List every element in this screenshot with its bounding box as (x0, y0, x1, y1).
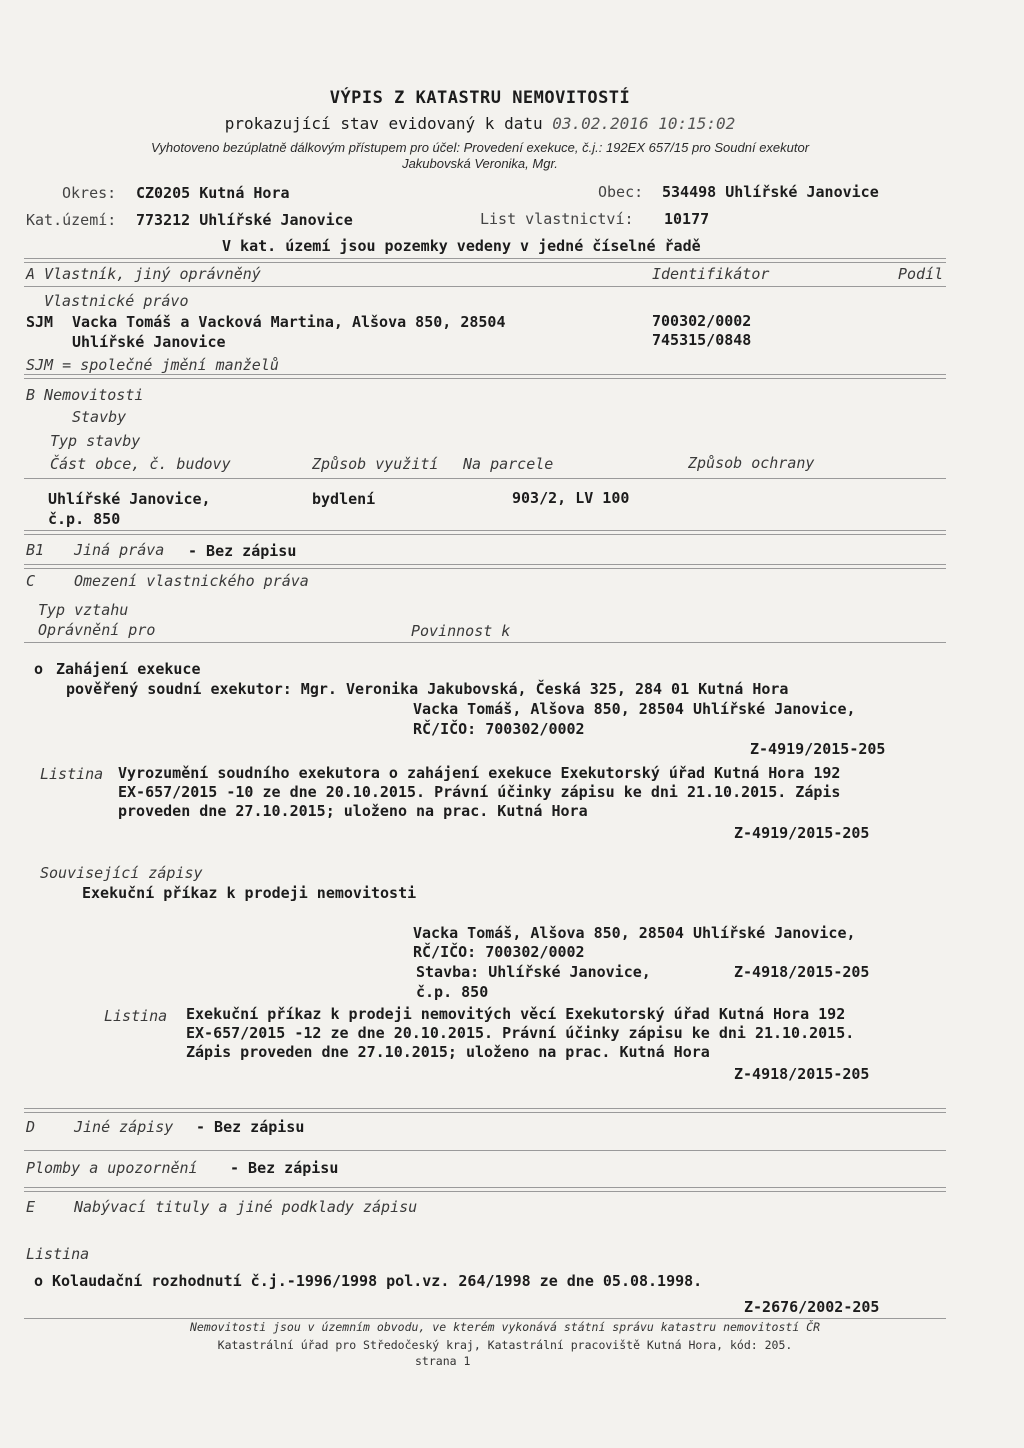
col-use-header: Způsob využití (312, 455, 439, 473)
divider (24, 1150, 946, 1151)
sale-order-line2: RČ/IČO: 700302/0002 (413, 943, 585, 961)
purpose-note-line2: Jakubovská Veronika, Mgr. (402, 156, 558, 171)
typ-stavby-label: Typ stavby (50, 432, 141, 450)
divider (24, 1318, 946, 1319)
okres-label: Okres: (62, 184, 117, 202)
section-d-label: Jiné zápisy (74, 1118, 174, 1136)
listina1-line2: EX-657/2015 -10 ze dne 20.10.2015. Právní účinky zápisu ke dni 21.10.2015. Zápis (118, 783, 841, 801)
title-document: Kolaudační rozhodnutí č.j.-1996/1998 pol.vz. 264/1998 ze dne 05.08.1998. (52, 1272, 703, 1290)
owner-id-2: 745315/0848 (652, 331, 752, 349)
section-a-share-header: Podíl (898, 265, 944, 283)
sale-order-line1: Vacka Tomáš, Alšova 850, 28504 Uhlířské Janovice, (413, 924, 856, 942)
sjm-note: SJM = společné jmění manželů (26, 356, 279, 374)
katuzemi-label: Kat.území: (26, 211, 117, 229)
col-part-header: Část obce, č. budovy (50, 455, 231, 473)
reference-number: Z-2676/2002-205 (744, 1298, 880, 1316)
listina2-line3: Zápis proveden dne 27.10.2015; uloženo na prac. Kutná Hora (186, 1043, 710, 1061)
footer-line1: Nemovitosti jsou v územním obvodu, ve kterém vykonává státní správu katastru nemovitostí ČR (189, 1320, 821, 1334)
building-use: bydlení (312, 490, 376, 508)
building-part: Uhlířské Janovice, (48, 490, 211, 508)
owner-line1: Vacka Tomáš a Vacková Martina, Alšova 850, 28504 (72, 313, 506, 331)
page-number: strana 1 (415, 1354, 471, 1368)
subtitle-date: 03.02.2016 10:15:02 (552, 114, 736, 133)
sjm-tag: SJM (26, 313, 54, 331)
divider (24, 642, 946, 643)
section-b1-code: B1 (26, 541, 45, 559)
building-parcel: 903/2, LV 100 (512, 489, 630, 507)
section-b-header: B Nemovitosti (26, 386, 144, 404)
section-d-value: - Bez zápisu (196, 1118, 305, 1136)
subtitle (0, 114, 960, 133)
listina2-line1: Exekuční příkaz k prodeji nemovitých věcí Exekutorský úřad Kutná Hora 192 (186, 1005, 846, 1023)
opravneni-label: Oprávnění pro (38, 621, 156, 639)
execution-title: Zahájení exekuce (56, 660, 201, 678)
col-protection-header: Způsob ochrany (688, 454, 815, 472)
katuzemi-value: 773212 Uhlířské Janovice (136, 211, 353, 229)
sale-order-line3: Stavba: Uhlířské Janovice, (416, 963, 651, 981)
building-number: č.p. 850 (48, 510, 121, 528)
typ-vztahu-label: Typ vztahu (38, 601, 129, 619)
ownership-right-label: Vlastnické právo (44, 292, 189, 310)
divider (24, 564, 946, 569)
parcel-note: V kat. území jsou pozemky vedeny v jedné číselné řadě (222, 237, 701, 255)
footer-line2: Katastrální úřad pro Středočeský kraj, Katastrální pracoviště Kutná Hora, kód: 205. (217, 1338, 793, 1352)
section-c-label: Omezení vlastnického práva (74, 572, 309, 590)
reference-number: Z-4919/2015-205 (750, 740, 886, 758)
divider (24, 530, 946, 535)
owner-id-1: 700302/0002 (652, 312, 752, 330)
divider (24, 286, 946, 287)
plomby-value: - Bez zápisu (230, 1159, 339, 1177)
okres-value: CZ0205 Kutná Hora (136, 184, 290, 202)
section-d-code: D (26, 1118, 36, 1136)
divider (24, 374, 946, 379)
section-a-identifier-header: Identifikátor (652, 265, 770, 283)
section-b1-label: Jiná práva (74, 541, 165, 559)
section-c-code: C (26, 572, 36, 590)
reference-number: Z-4918/2015-205 (734, 1065, 870, 1083)
owner-line2: Uhlířské Janovice (72, 333, 226, 351)
purpose-note-line1: Vyhotoveno bezúplatně dálkovým přístupem pro účel: Provedení exekuce, č.j.: 192EX 657/15 pro Soudní exekutor (150, 140, 810, 155)
sale-order-title: Exekuční příkaz k prodeji nemovitosti (82, 884, 417, 902)
list-bullet: o (34, 660, 44, 678)
obec-label: Obec: (598, 183, 644, 201)
section-b1-value: - Bez zápisu (188, 542, 297, 560)
divider (24, 478, 946, 479)
listina1-line1: Vyrozumění soudního exekutora o zahájení exekuce Exekutorský úřad Kutná Hora 192 (118, 764, 841, 782)
reference-number: Z-4918/2015-205 (734, 963, 870, 981)
povinnost-label: Povinnost k (411, 622, 511, 640)
lv-label: List vlastnictví: (480, 210, 634, 228)
section-a-header: A Vlastník, jiný oprávněný (26, 265, 261, 283)
lv-value: 10177 (664, 210, 710, 228)
col-parcel-header: Na parcele (463, 455, 554, 473)
reference-number: Z-4919/2015-205 (734, 824, 870, 842)
stavby-label: Stavby (72, 408, 127, 426)
executor-line: pověřený soudní exekutor: Mgr. Veronika Jakubovská, Česká 325, 284 01 Kutná Hora (66, 680, 789, 698)
sale-order-line4: č.p. 850 (416, 983, 489, 1001)
listina2-line2: EX-657/2015 -12 ze dne 20.10.2015. Právní účinky zápisu ke dni 21.10.2015. (186, 1024, 855, 1042)
section-e-code: E (26, 1198, 36, 1216)
listina-label: Listina (104, 1007, 168, 1025)
listina-label: Listina (40, 765, 104, 783)
obligor-line1: Vacka Tomáš, Alšova 850, 28504 Uhlířské Janovice, (413, 700, 856, 718)
divider (24, 1108, 946, 1113)
obligor-line2: RČ/IČO: 700302/0002 (413, 720, 585, 738)
obec-value: 534498 Uhlířské Janovice (662, 183, 879, 201)
listina1-line3: proveden dne 27.10.2015; uloženo na prac. Kutná Hora (118, 802, 588, 820)
subtitle-prefix: prokazující stav evidovaný k datu (224, 114, 543, 133)
divider (24, 258, 946, 263)
divider (24, 1187, 946, 1192)
section-e-listina-label: Listina (26, 1245, 90, 1263)
related-entries-label: Související zápisy (40, 864, 203, 882)
plomby-label: Plomby a upozornění (26, 1159, 198, 1177)
section-e-label: Nabývací tituly a jiné podklady zápisu (74, 1198, 418, 1216)
page-title: VÝPIS Z KATASTRU NEMOVITOSTÍ (329, 88, 631, 108)
list-bullet: o (34, 1272, 44, 1290)
